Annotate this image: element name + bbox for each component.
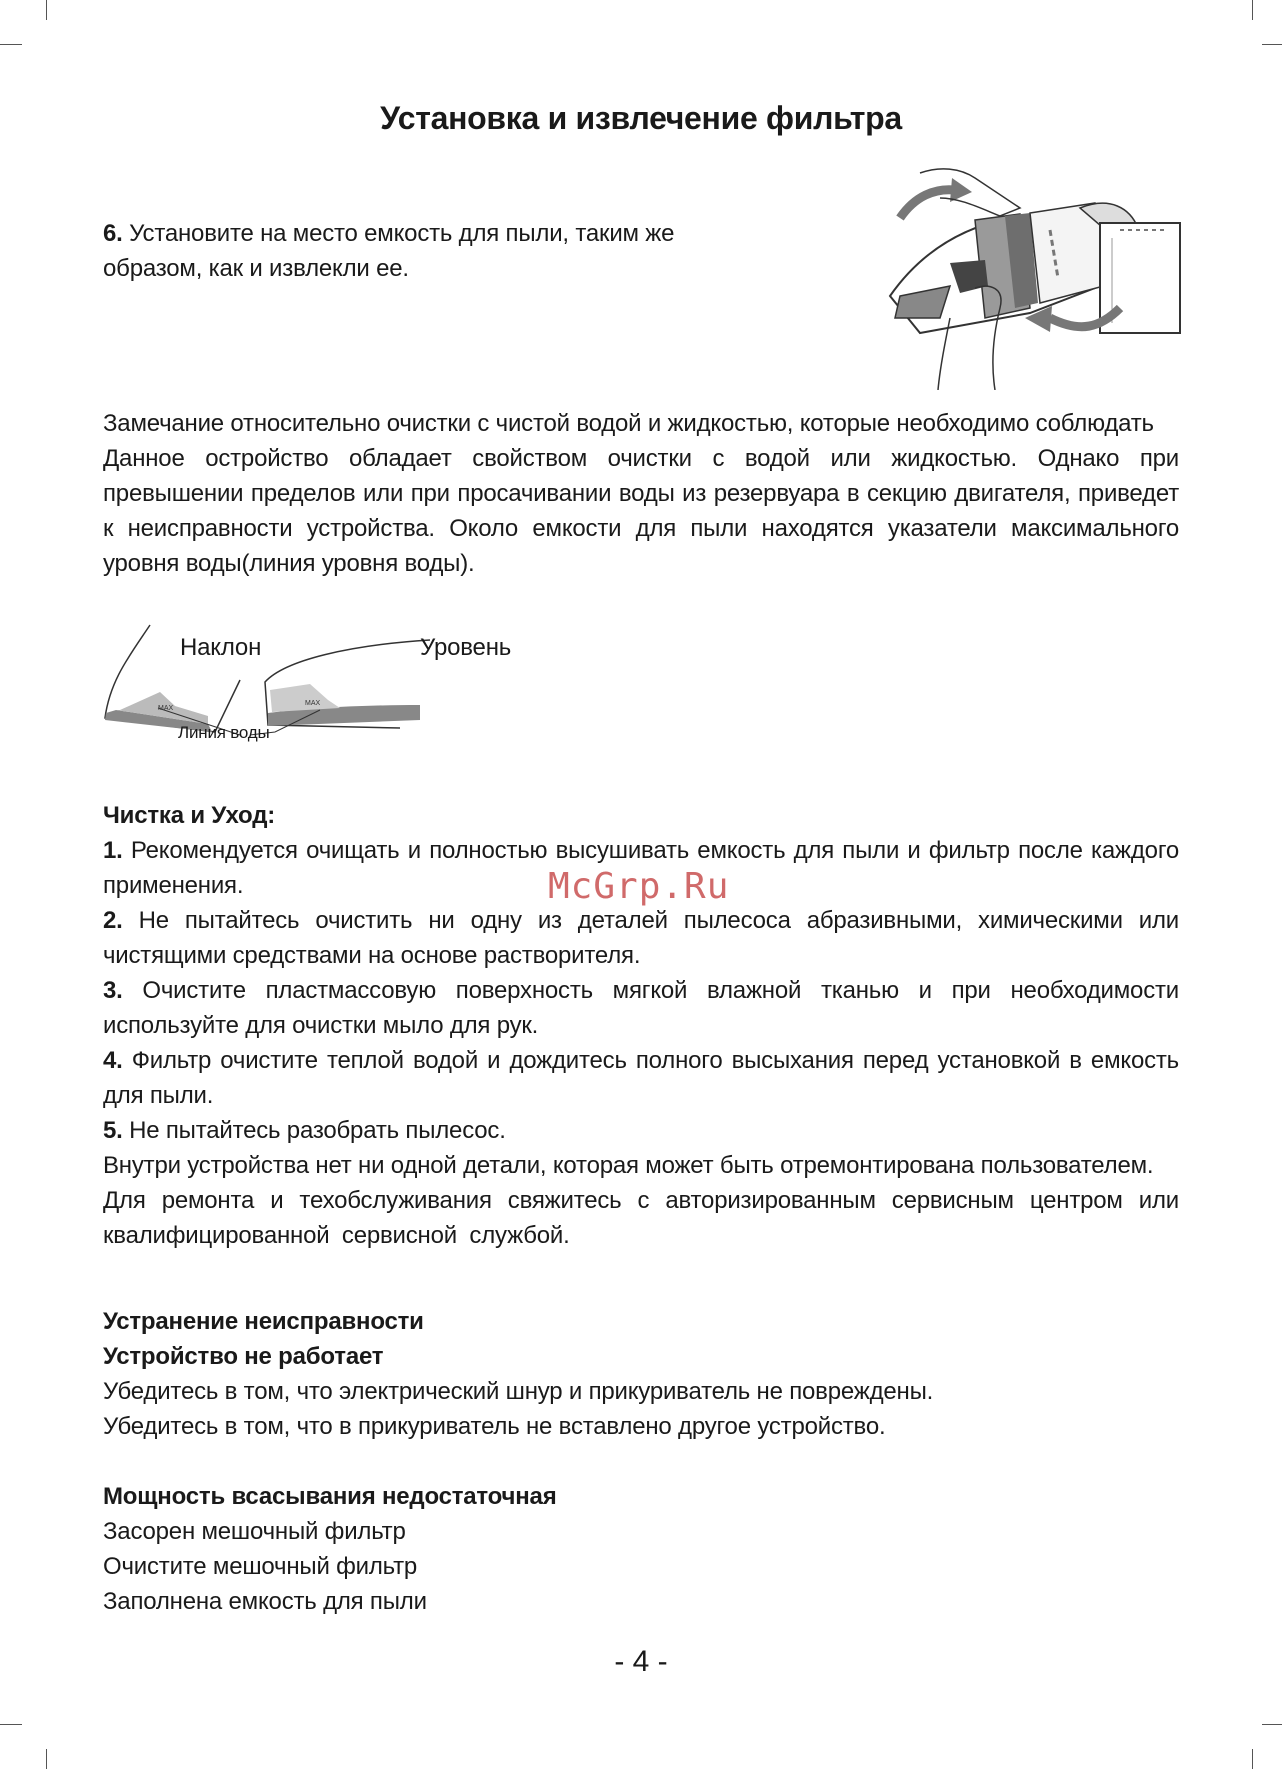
care-item: 3. Очистите пластмассовую поверхность мягкой влажной тканью и при необходимости используйте для очистки мыло для рук. bbox=[103, 977, 1180, 1039]
crop-mark bbox=[46, 1749, 47, 1769]
page-number: - 4 - bbox=[614, 1645, 668, 1678]
crop-mark bbox=[46, 0, 47, 20]
care-line: Внутри устройства нет ни одной детали, которая может быть отремонтирована пользователем. bbox=[103, 1152, 1154, 1179]
care-item: 5. Не пытайтесь разобрать пылесос. bbox=[103, 1117, 506, 1144]
trouble-line: Убедитесь в том, что электрический шнур и прикуриватель не повреждены. bbox=[103, 1378, 934, 1405]
care-heading: Чистка и Уход: bbox=[103, 802, 276, 829]
tilt-label: Наклон bbox=[180, 634, 262, 661]
page-title: Установка и извлечение фильтра bbox=[380, 100, 902, 136]
trouble-subheading: Мощность всасывания недостаточная bbox=[103, 1483, 557, 1510]
step-text: Установите на место емкость для пыли, таким же образом, как и извлекли ее. bbox=[103, 220, 675, 282]
trouble-heading: Устранение неисправности bbox=[103, 1308, 424, 1335]
crop-mark bbox=[1262, 44, 1282, 45]
water-level-diagram bbox=[100, 620, 440, 750]
trouble-section bbox=[103, 1304, 1179, 1619]
crop-mark bbox=[0, 1724, 22, 1725]
care-line: Для ремонта и техобслуживания свяжитесь с авторизированным сервисным центром или квалифицированной сервисной службой. bbox=[103, 1187, 1179, 1249]
crop-mark bbox=[0, 44, 22, 45]
trouble-subheading: Устройство не работает bbox=[103, 1343, 384, 1370]
care-item: 4. Фильтр очистите теплой водой и дождитесь полного высыхания перед установкой в емкость для пыли. bbox=[103, 1047, 1179, 1109]
note-body: Данное остройство обладает свойством очистки с водой или жидкостью. Однако при превышении пределов или при просачивании воды из резервуара в секцию двигателя, приведет к неисправности устройства. Около емкости для пыли находятся указатели максимального уровня воды(линия уровня воды). bbox=[103, 445, 1179, 577]
water-line-label: Линия воды bbox=[178, 723, 270, 742]
crop-mark bbox=[1252, 1749, 1253, 1769]
trouble-line: Засорен мешочный фильтр bbox=[103, 1518, 406, 1545]
step-6 bbox=[103, 216, 683, 286]
vacuum-illustration bbox=[880, 168, 1185, 390]
watermark: McGrp.Ru bbox=[548, 866, 730, 907]
care-item: 1. Рекомендуется очищать и полностью высушивать емкость для пыли и фильтр после каждого применения. bbox=[103, 837, 1179, 899]
trouble-line: Заполнена емкость для пыли bbox=[103, 1588, 427, 1615]
crop-mark bbox=[1262, 1724, 1282, 1725]
max-mark: MAX bbox=[158, 705, 174, 712]
step-number: 6. bbox=[103, 220, 123, 247]
note-heading: Замечание относительно очистки с чистой водой и жидкостью, которые необходимо соблюдать bbox=[103, 410, 1154, 437]
trouble-line: Убедитесь в том, что в прикуриватель не вставлено другое устройство. bbox=[103, 1413, 886, 1440]
trouble-line: Очистите мешочный фильтр bbox=[103, 1553, 418, 1580]
max-mark: MAX bbox=[305, 700, 321, 707]
care-item: 2. Не пытайтесь очистить ни одну из деталей пылесоса абразивными, химическими или чистящими средствами на основе растворителя. bbox=[103, 907, 1180, 969]
level-label: Уровень bbox=[420, 634, 512, 661]
water-note bbox=[103, 406, 1179, 581]
crop-mark bbox=[1252, 0, 1253, 20]
